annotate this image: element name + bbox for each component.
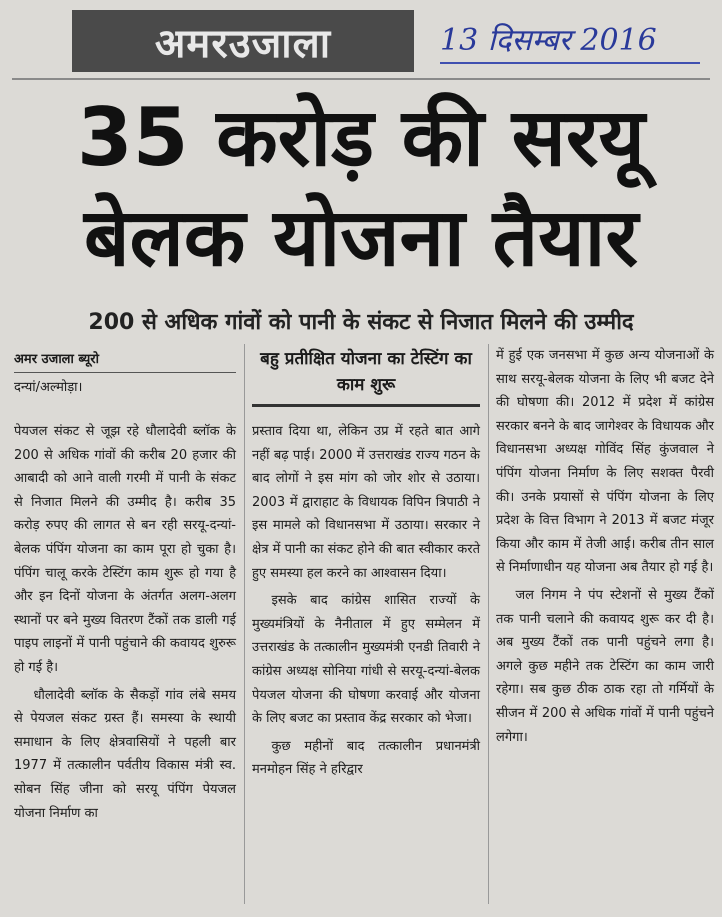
column-divider-1 — [244, 344, 245, 904]
byline — [14, 350, 236, 398]
paragraph: प्रस्ताव दिया था, लेकिन उप्र में रहते बात आगे नहीं बढ़ पाई। 2000 में उत्तराखंड राज्य गठन के बाद लोगों ने इस मांग को जोर शोर से उठाया। 2003 में द्वाराहाट के विधायक विपिन त्रिपाठी ने इस मामले को विधानसभा में उठाया। सरकार ने क्षेत्र में पानी का संकट होने की बात स्वीकार करते हुए समस्या हल करने का आश्वासन दिया। — [252, 424, 480, 581]
article-column-3 — [496, 344, 714, 753]
newspaper-masthead — [72, 10, 414, 72]
masthead-title: अमरउजाला — [154, 20, 332, 67]
byline-divider — [14, 372, 236, 373]
paragraph: में हुई एक जनसभा में कुछ अन्य योजनाओं के साथ सरयू-बेलक योजना के लिए भी बजट देने की घोषणा की। 2012 में प्रदेश में कांग्रेस सरकार बनने के बाद जागेश्वर के विधायक और विधानसभा अध्यक्ष गोविंद सिंह कुंजवाल ने पंपिंग योजना निर्माण के लिए सशक्त पैरवी की। उनके प्रयासों से पंपिंग योजना के लिए प्रदेश के वित्त विभाग ने 2013 में बजट मंजूर किया और काम में तेजी आई। करीब तीन साल से निर्माणाधीन यह योजना अब तैयार हो गई है। — [496, 348, 714, 576]
top-divider — [12, 78, 710, 80]
paragraph: जल निगम ने पंप स्टेशनों से मुख्य टैंकों तक पानी चलाने की कवायद शुरू कर दी है। अब मुख्य टैंकों तक पानी पहुंचने लगा है। अगले कुछ महीने तक टेस्टिंग का काम जारी रहेगा। सब कुछ ठीक ठाक रहा तो गर्मियों के सीजन में 200 से अधिक गांवों में पानी पहुंचने लगेगा। — [496, 587, 714, 745]
headline-line-2: बेलक योजना तैयार — [83, 191, 639, 284]
headline-line-1: 35 करोड़ की सरयू — [77, 91, 645, 184]
paragraph: पेयजल संकट से जूझ रहे धौलादेवी ब्लॉक के 200 से अधिक गांवों की करीब 20 हजार की आबादी को आने वाली गरमी में पानी के संकट से निजात मिलने की उम्मीद है। करीब 35 करोड़ रुपए की लागत से बन रही सरयू-दन्यां-बेलक पंपिंग योजना का काम पूरा हो चुका है। पंपिंग चालू करके टेस्टिंग काम शुरू हो गया है और इन दिनों योजना के अंतर्गत अलग-अलग स्थानों पर बने मुख्य वितरण टैंकों तक डाली गई पाइप लाइनों में पानी पहुंचाने की कवायद शुरुरू हो गई है। — [14, 424, 236, 675]
paragraph: धौलादेवी ब्लॉक के सैकड़ों गांव लंबे समय से पेयजल संकट ग्रस्त हैं। समस्या के स्थायी समाधान के लिए क्षेत्रवासियों ने पहली बार 1977 में तत्कालीन पर्वतीय विकास मंत्री स्व. सोबन सिंह जीना को सरयू पंपिंग पेयजल योजना निर्माण का — [14, 687, 236, 821]
handwritten-date: 13 दिसम्बर 2016 — [440, 14, 700, 64]
paragraph: इसके बाद कांग्रेस शासित राज्यों के मुख्यमंत्रियों के नैनीताल में हुए सम्मेलन में उत्तराखंड के तत्कालीन मुख्यमंत्री एनडी तिवारी ने कांग्रेस अध्यक्ष सोनिया गांधी से सरयू-दन्यां-बेलक पेयजल योजना की घोषणा करवाई और योजना के लिए बजट का प्रस्ताव केंद्र सरकार को भेजा। — [252, 593, 480, 727]
kicker-headline: बहु प्रतीक्षित योजना का टेस्टिंग का काम शुरू — [252, 346, 480, 407]
column-divider-2 — [488, 344, 489, 904]
article-column-1 — [14, 420, 236, 829]
paragraph: कुछ महीनों बाद तत्कालीन प्रधानमंत्री मनमोहन सिंह ने हरिद्वार — [252, 738, 480, 778]
article-column-2 — [252, 420, 480, 786]
headline — [12, 88, 710, 288]
subheadline: 200 से अधिक गांवों को पानी के संकट से निजात मिलने की उम्मीद — [88, 310, 634, 335]
byline-bureau: अमर उजाला ब्यूरो — [14, 352, 99, 367]
byline-dateline: दन्यां/अल्मोड़ा। — [14, 380, 83, 395]
